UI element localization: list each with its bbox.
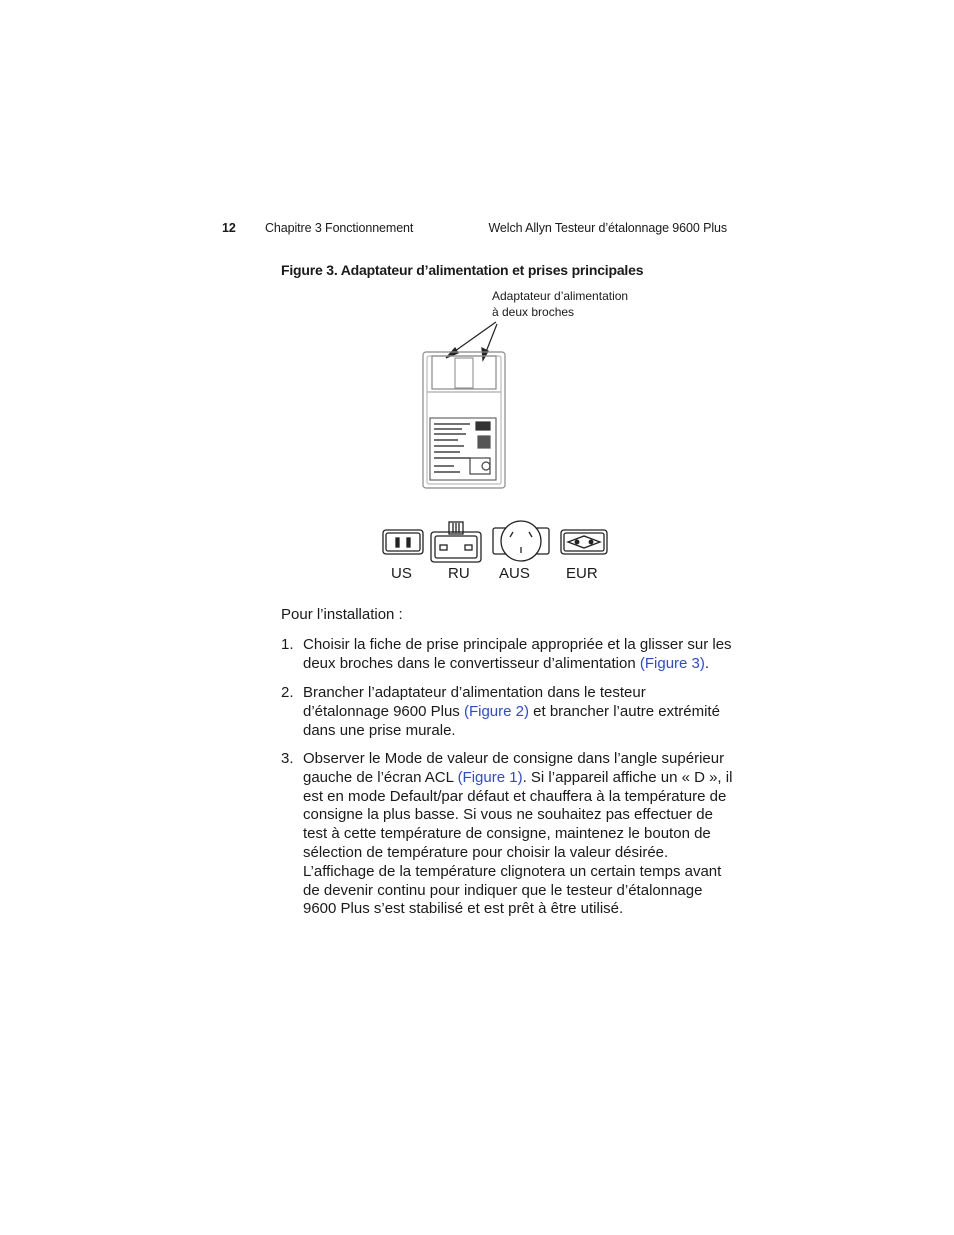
plug-label-eur: EUR	[566, 565, 598, 582]
us-plug-icon	[383, 530, 423, 554]
step-number: 2.	[281, 684, 294, 701]
step-text: Choisir la fiche de prise principale appropriée et la glisser sur les deux broches dans le convertisseur d’alimentation (Figure 3).	[303, 636, 732, 672]
figure-title: Figure 3. Adaptateur d’alimentation et prises principales	[281, 262, 644, 278]
aus-plug-icon	[493, 521, 549, 561]
adapter-illustration	[0, 0, 954, 600]
figure-3-link[interactable]: (Figure 3)	[639, 654, 705, 672]
step-number: 1.	[281, 636, 294, 653]
page-number: 12	[222, 221, 236, 235]
figure-2-link[interactable]: (Figure 2)	[463, 702, 529, 720]
figure-1-link[interactable]: (Figure 1)	[457, 768, 523, 786]
step-text: Observer le Mode de valeur de consigne dans l’angle supérieur gauche de l’écran ACL (Figure 1). Si l’appareil affiche un « D », il est en mode Default/par défaut et chauffera à la température de consigne la plus basse. Si vous ne souhaitez pas effectuer de test à cette température de consigne, maintenez le bouton de sélection de température pour choisir la valeur désirée. L’affichage de la température clignotera un certain temps avant de devenir continu pour indiquer que le testeur d’étalonnage 9600 Plus s’est stabilisé et est prêt à être utilisé.	[303, 750, 733, 918]
figure-callout	[492, 288, 628, 320]
eur-plug-icon	[561, 530, 607, 554]
uk-plug-icon	[431, 522, 481, 562]
intro-text: Pour l’installation :	[281, 606, 403, 623]
callout-line-1: Adaptateur d’alimentation	[492, 289, 629, 303]
document-title: Welch Allyn Testeur d’étalonnage 9600 Plus	[488, 221, 727, 235]
callout-line-2: à deux broches	[492, 305, 575, 319]
plug-label-aus: AUS	[499, 565, 530, 582]
plug-label-ru: RU	[448, 565, 470, 582]
chapter-title: Chapitre 3 Fonctionnement	[265, 221, 414, 235]
power-adapter-drawing	[423, 322, 505, 488]
plug-label-us: US	[391, 565, 412, 582]
step-text: Brancher l’adaptateur d’alimentation dans le testeur d’étalonnage 9600 Plus (Figure 2) et brancher l’autre extrémité dans une prise murale.	[303, 684, 720, 739]
step-number: 3.	[281, 750, 294, 767]
